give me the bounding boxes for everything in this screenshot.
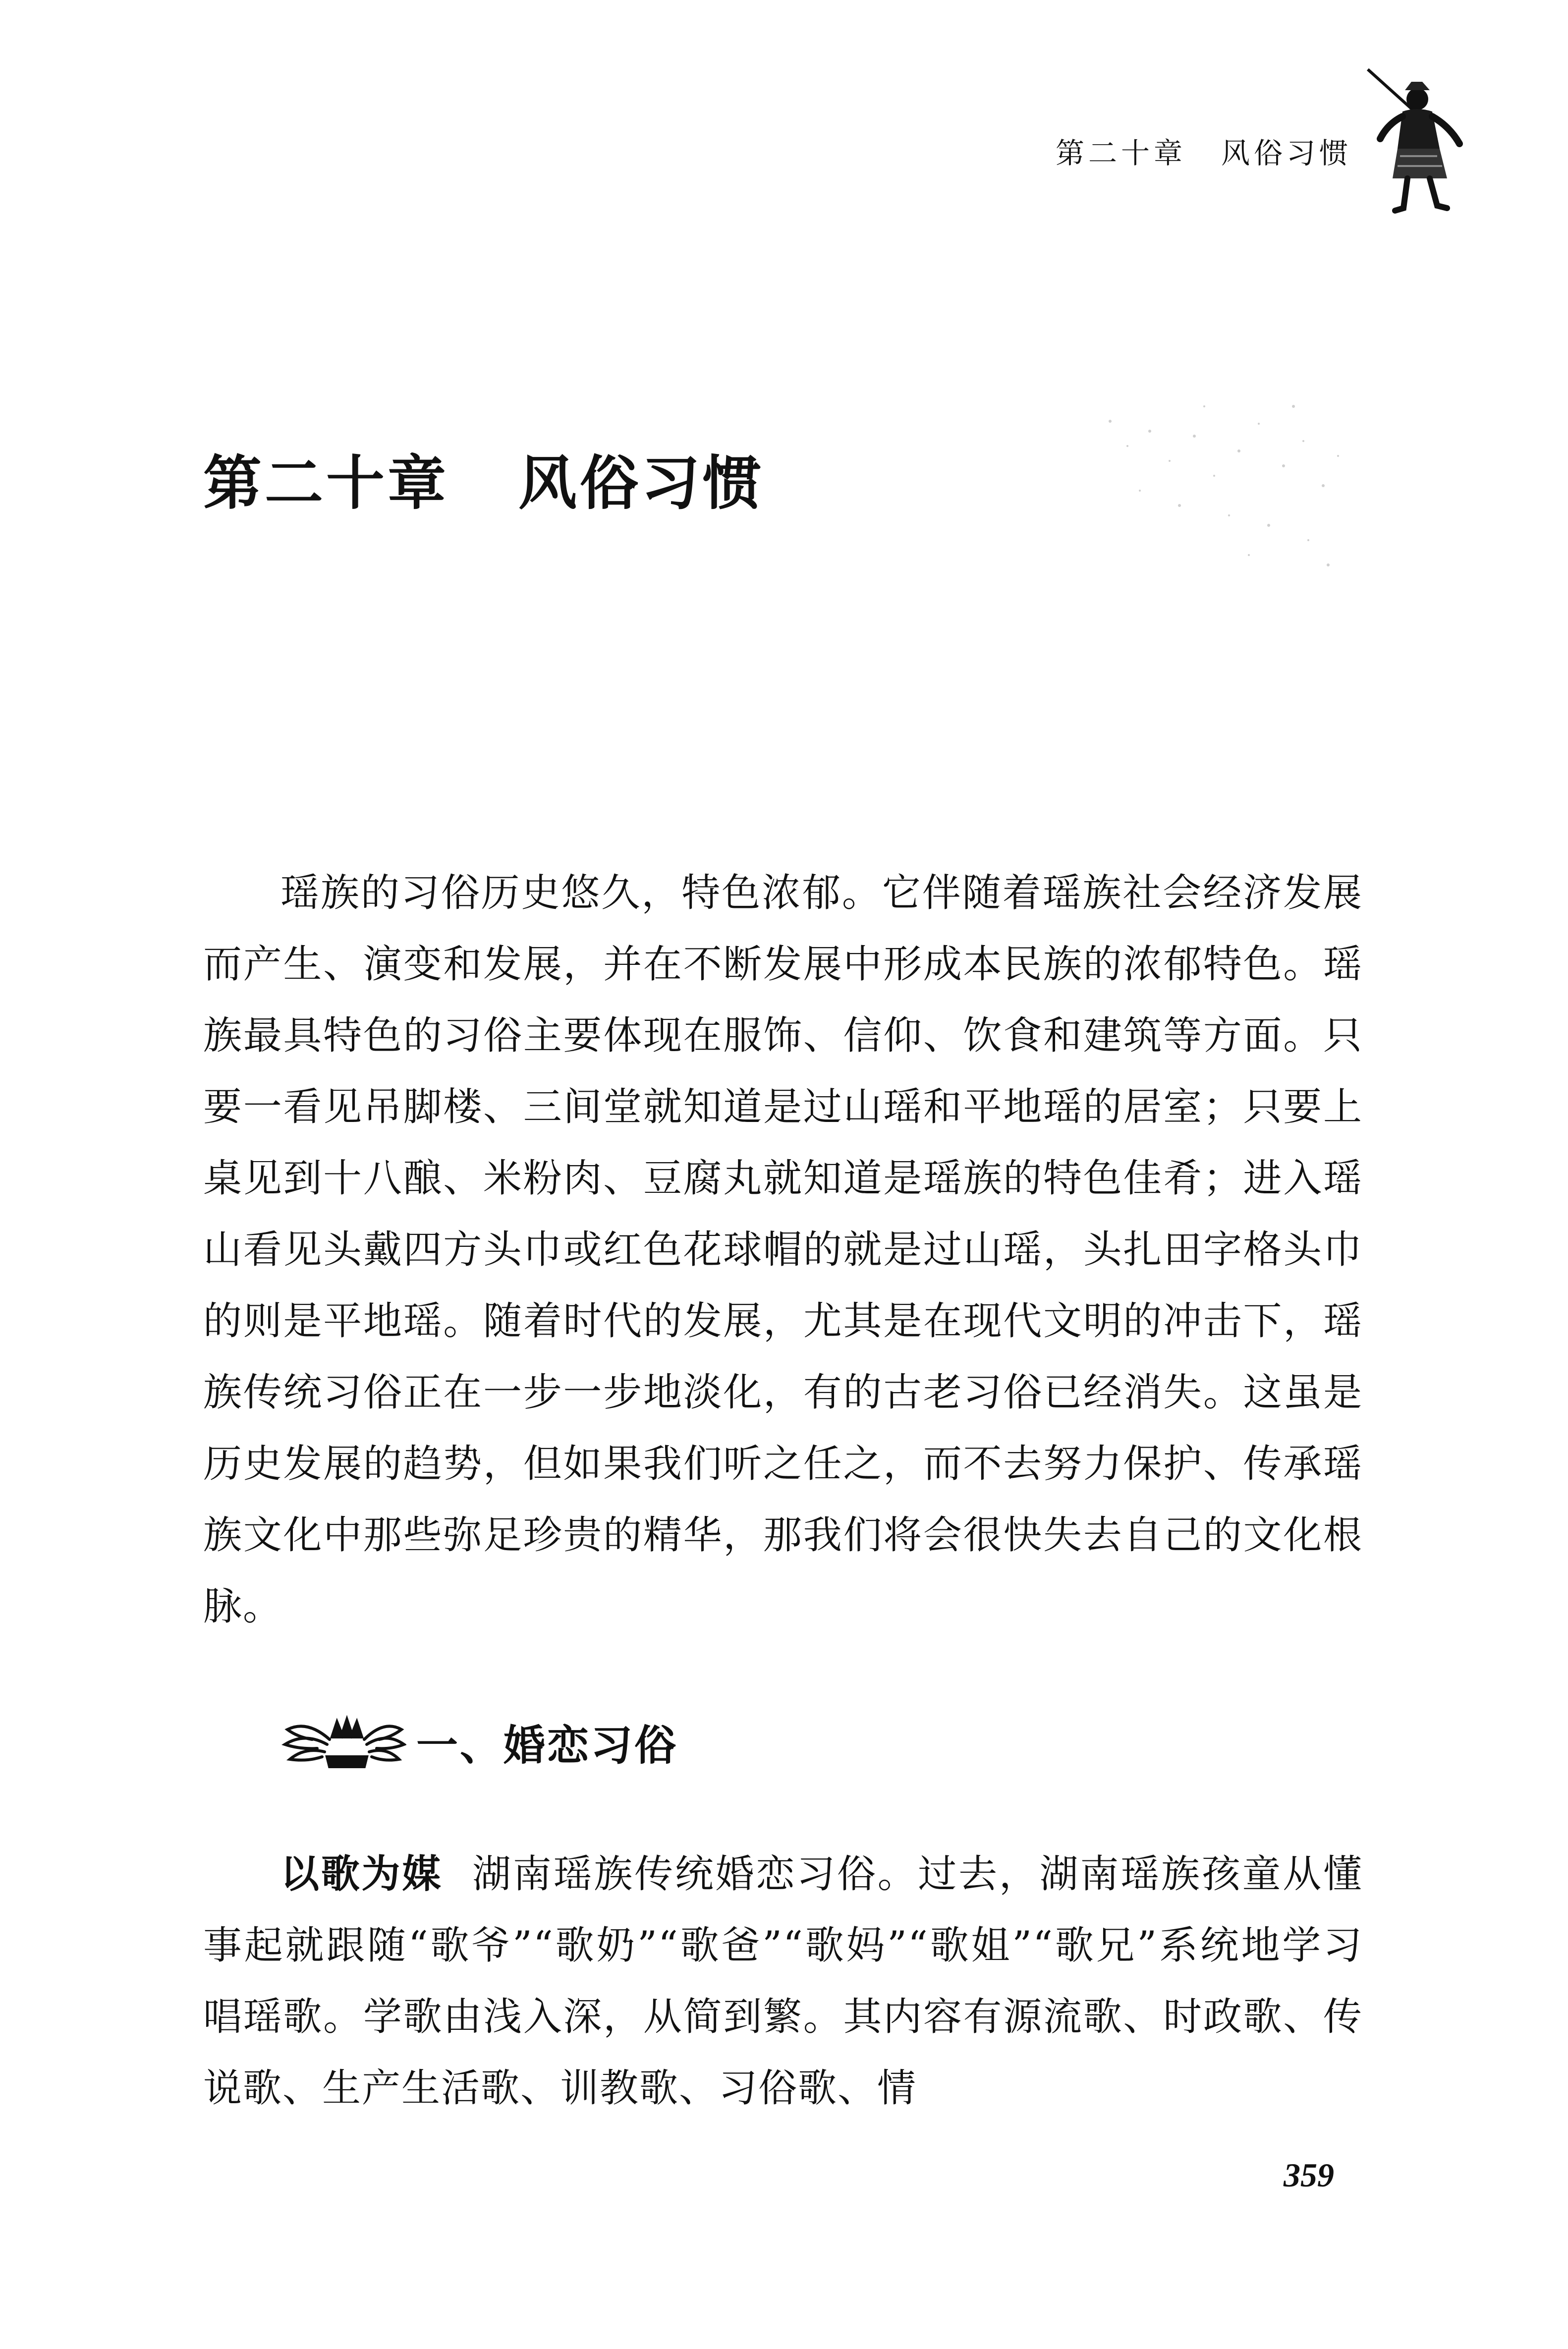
dancing-figure-icon	[1358, 59, 1472, 223]
chapter-title	[203, 436, 764, 520]
paragraph-body: 湖南瑶族传统婚恋习俗。过去，湖南瑶族孩童从懂事起就跟随“歌爷”“歌奶”“歌爸”“歌妈”“歌姐”“歌兄”系统地学习唱瑶歌。学歌由浅入深，从简到繁。其内容有源流歌、时政歌、传说歌、生产生活歌、训教歌、习俗歌、情	[203, 1852, 1363, 2111]
running-header	[1056, 130, 1352, 171]
decorative-ornament-icon	[278, 1710, 406, 1774]
paragraph-lead-term: 以歌为媒	[280, 1852, 443, 1897]
section-title: 一、婚恋习俗	[416, 1721, 678, 1770]
intro-paragraph: 瑶族的习俗历史悠久，特色浓郁。它伴随着瑶族社会经济发展而产生、演变和发展，并在不断发展中形成本民族的浓郁特色。瑶族最具特色的习俗主要体现在服饰、信仰、饮食和建筑等方面。只要一看见吊脚楼、三间堂就知道是过山瑶和平地瑶的居室；只要上桌见到十八酿、米粉肉、豆腐丸就知道是瑶族的特色佳肴；进入瑶山看见头戴四方头巾或红色花球帽的就是过山瑶，头扎田字格头巾的则是平地瑶。随着时代的发展，尤其是在现代文明的冲击下，瑶族传统习俗正在一步一步地淡化，有的古老习俗已经消失。这虽是历史发展的趋势，但如果我们听之任之，而不去努力保护、传承瑶族文化中那些弥足珍贵的精华，那我们将会很快失去自己的文化根脉。	[203, 871, 1363, 1629]
running-header-chapter: 第二十章	[1056, 136, 1187, 170]
marriage-paragraph	[203, 1839, 1363, 2124]
page-number: 359	[1284, 2156, 1334, 2194]
background-speckle-texture	[1080, 377, 1358, 595]
chapter-number: 第二十章	[203, 448, 449, 517]
running-header-title: 风俗习惯	[1221, 136, 1352, 170]
chapter-name: 风俗习惯	[518, 448, 765, 517]
section-heading	[278, 1705, 678, 1779]
